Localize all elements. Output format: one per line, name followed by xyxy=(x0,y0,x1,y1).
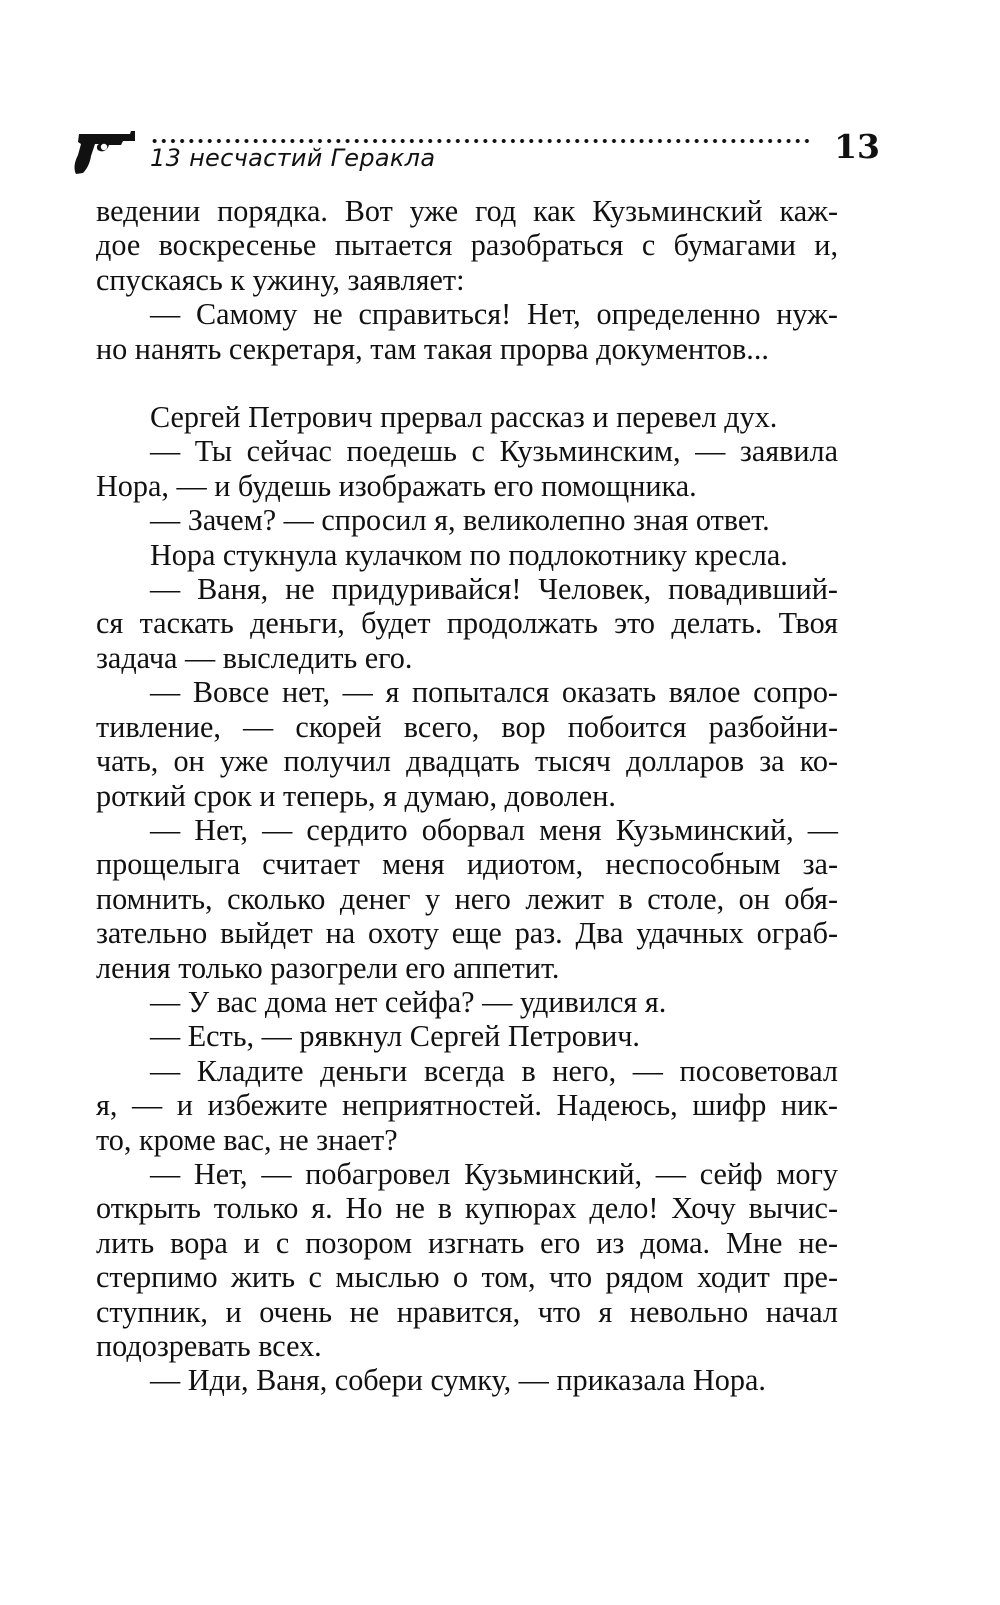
text-line: ведении порядка. Вот уже год как Кузьминский каж- xyxy=(96,194,838,228)
text-line: — Есть, — рявкнул Сергей Петрович. xyxy=(150,1019,640,1054)
text-line: я, — и избежите неприятностей. Надеюсь, шифр ник- xyxy=(96,1088,838,1123)
text-line: — Ты сейчас поедешь с Кузьминским, — заявила xyxy=(150,434,838,469)
text-line: — Зачем? — спросил я, великолепно зная ответ. xyxy=(150,503,770,538)
text-line: ления только разогрели его аппетит. xyxy=(96,950,560,985)
text-line: — Иди, Ваня, собери сумку, — приказала Нора. xyxy=(150,1363,766,1398)
text-line: ступник, и очень не нравится, что я невольно начал xyxy=(96,1294,838,1329)
section-break xyxy=(96,366,838,400)
text-line: дое воскресенье пытается разобраться с бумагами и, xyxy=(96,228,838,263)
text-line: роткий срок и теперь, я думаю, доволен. xyxy=(96,778,616,813)
page-body xyxy=(96,194,838,1398)
book-title: 13 несчастий Геракла xyxy=(150,144,436,172)
text-line: но нанять секретаря, там такая прорва документов... xyxy=(96,331,769,366)
running-header xyxy=(74,128,880,188)
text-line: задача — выследить его. xyxy=(96,640,413,675)
text-line: ся таскать деньги, будет продолжать это делать. Твоя xyxy=(96,606,838,641)
text-line: — Ваня, не придуривайся! Человек, повадивший- xyxy=(150,572,838,607)
text-line: чать, он уже получил двадцать тысяч долларов за ко- xyxy=(96,744,838,779)
text-line: то, кроме вас, не знает? xyxy=(96,1122,398,1157)
text-line: — У вас дома нет сейфа? — удивился я. xyxy=(150,984,667,1019)
text-line: Нора, — и будешь изображать его помощника. xyxy=(96,468,697,503)
text-line: Сергей Петрович прервал рассказ и перевел дух. xyxy=(150,400,778,435)
text-line: прощелыга считает меня идиотом, неспособным за- xyxy=(96,847,838,882)
text-line: лить вора и с позором изгнать его из дома. Мне не- xyxy=(96,1225,838,1260)
text-line: — Нет, — сердито оборвал меня Кузьминский, — xyxy=(150,812,838,847)
text-line: спускаясь к ужину, заявляет: xyxy=(96,262,465,297)
text-line: Нора стукнула кулачком по подлокотнику кресла. xyxy=(150,537,788,572)
text-line: — Вовсе нет, — я попытался оказать вялое сопро- xyxy=(150,675,838,710)
text-line: — Самому не справиться! Нет, определенно нуж- xyxy=(150,297,838,332)
text-line: подозревать всех. xyxy=(96,1329,322,1363)
text-line: стерпимо жить с мыслью о том, что рядом ходит пре- xyxy=(96,1260,838,1295)
text-line: — Кладите деньги всегда в него, — посоветовал xyxy=(150,1053,838,1088)
text-line: помнить, сколько денег у него лежит в столе, он обя- xyxy=(96,881,838,916)
text-line: зательно выйдет на охоту еще раз. Два удачных ограб- xyxy=(96,916,838,951)
text-line: тивление, — скорей всего, вор побоится разбойни- xyxy=(96,709,838,744)
text-line: — Нет, — побагровел Кузьминский, — сейф могу xyxy=(150,1156,838,1191)
pistol-icon xyxy=(74,130,136,176)
text-line: открыть только я. Но не в купюрах дело! Хочу вычис- xyxy=(96,1191,838,1226)
page-number: 13 xyxy=(834,127,880,166)
